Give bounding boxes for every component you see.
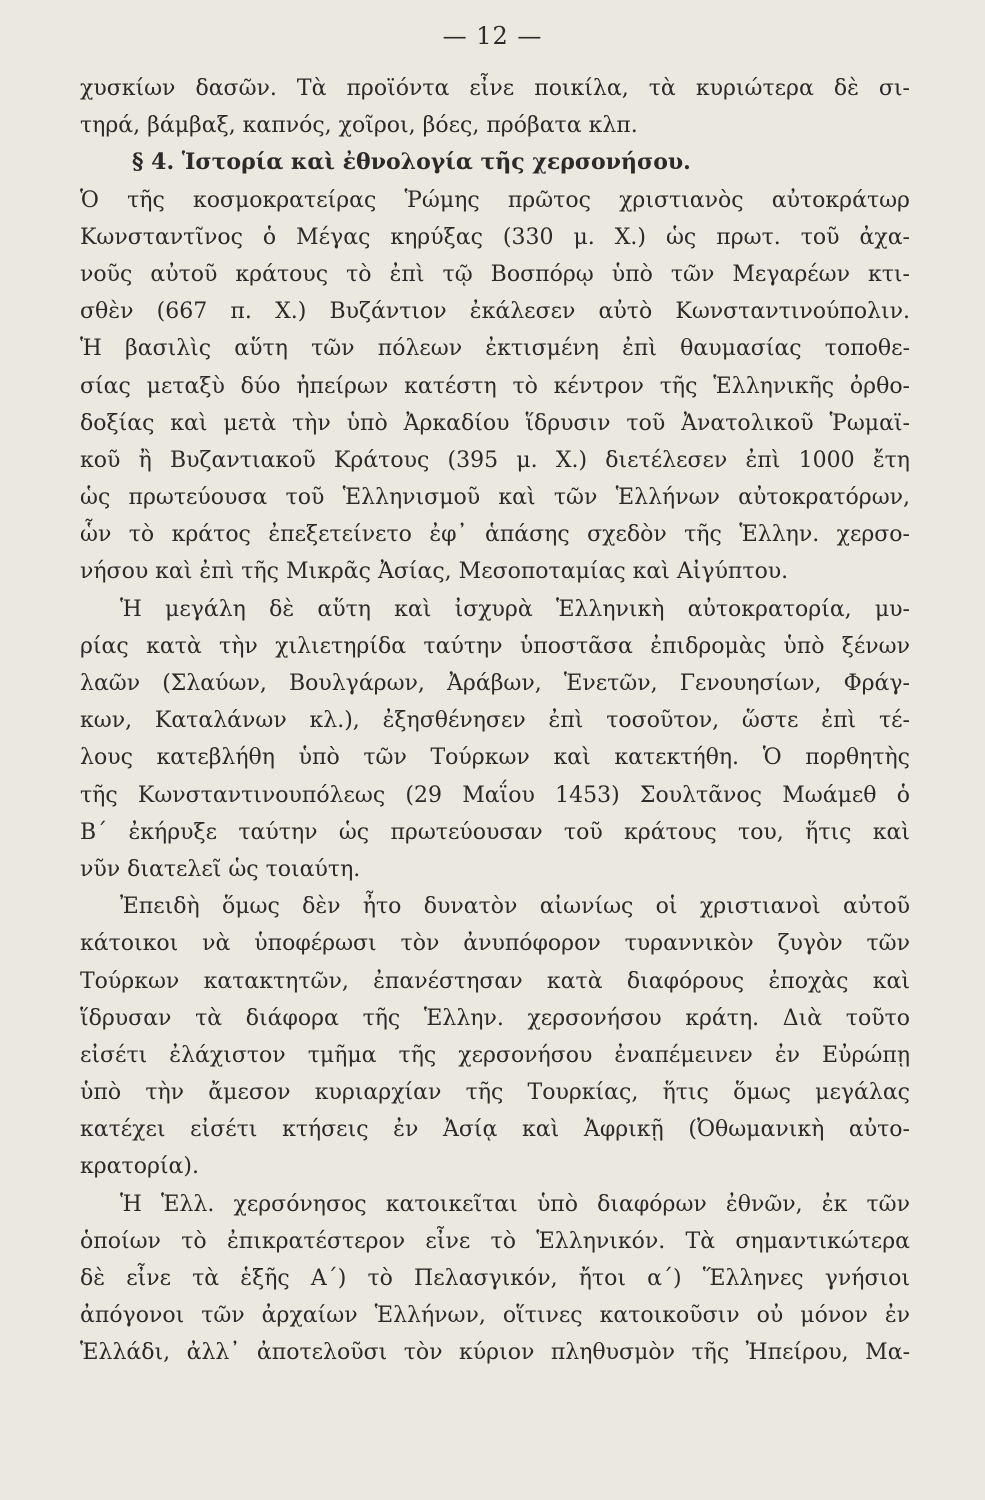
text-line: νοῦς αὐτοῦ κράτους τὸ ἐπὶ τῷ Βοσπόρῳ ὑπὸ τῶν Μεγαρέων κτι- [80,261,910,287]
text-line: ἵδρυσαν τὰ διάφορα τῆς Ἑλλην. χερσονήσου κράτη. Διὰ τοῦτο [80,1005,910,1031]
page-number: — 12 — [442,22,543,50]
text-line: Ἡ βασιλὶς αὕτη τῶν πόλεων ἐκτισμένη ἐπὶ θαυμασίας τοποθε- [80,336,910,362]
text-line: Ἡ Ἑλλ. χερσόνησος κατοικεῖται ὑπὸ διαφόρων ἐθνῶν, ἐκ τῶν [120,1191,910,1217]
text-line: κάτοικοι νὰ ὑποφέρωσι τὸν ἀνυπόφορον τυραννικὸν ζυγὸν τῶν [80,931,910,957]
text-line: εἰσέτι ἐλάχιστον τμῆμα τῆς χερσονήσου ἐναπέμεινεν ἐν Εὐρώπῃ [80,1042,910,1068]
text-line: χυσκίων δασῶν. Τὰ προϊόντα εἶνε ποικίλα, τὰ κυριώτερα δὲ σι- [80,76,910,101]
text-line: νήσου καὶ ἐπὶ τῆς Μικρᾶς Ἀσίας, Μεσοποταμίας καὶ Αἰγύπτου. [80,559,789,585]
text-line: κων, Καταλάνων κλ.), ἐξησθένησεν ἐπὶ τοσοῦτον, ὥστε ἐπὶ τέ- [80,708,910,734]
text-line: νῦν διατελεῖ ὡς τοιαύτη. [80,856,361,882]
text-line: Β΄ ἐκήρυξε ταύτην ὡς πρωτεύουσαν τοῦ κράτους του, ἥτις καὶ [80,819,910,845]
text-line: τηρά, βάμβαξ, καπνός, χοῖροι, βόες, πρόβατα κλπ. [80,113,638,139]
text-line: ὑπὸ τὴν ἄμεσον κυριαρχίαν τῆς Τουρκίας, ἥτις ὅμως μεγάλας [80,1080,910,1106]
text-line: ὧν τὸ κράτος ἐπεξετείνετο ἐφ᾽ ἁπάσης σχεδὸν τῆς Ἑλλην. χερσο- [80,522,910,548]
text-line: δοξίας καὶ μετὰ τὴν ὑπὸ Ἀρκαδίου ἵδρυσιν τοῦ Ἀνατολικοῦ Ῥωμαϊ- [80,410,910,436]
text-line: ὡς πρωτεύουσα τοῦ Ἑλληνισμοῦ καὶ τῶν Ἑλλήνων αὐτοκρατόρων, [80,485,910,511]
text-line: ὁποίων τὸ ἐπικρατέστερον εἶνε τὸ Ἑλληνικόν. Τὰ σημαντικώτερα [80,1228,910,1254]
text-line: Ἡ μεγάλη δὲ αὕτη καὶ ἰσχυρὰ Ἑλληνικὴ αὐτοκρατορία, μυ- [120,596,910,622]
text-line: ἀπόγονοι τῶν ἀρχαίων Ἑλλήνων, οἵτινες κατοικοῦσιν οὐ μόνον ἐν [80,1303,910,1329]
text-line: Ἐπειδὴ ὅμως δὲν ἦτο δυνατὸν αἰωνίως οἱ χριστιανοὶ αὐτοῦ [120,894,910,920]
text-line: ρίας κατὰ τὴν χιλιετηρίδα ταύτην ὑποστᾶσα ἐπιδρομὰς ὑπὸ ξένων [80,633,910,659]
text-line: Ὁ τῆς κοσμοκρατείρας Ῥώμης πρῶτος χριστιανὸς αὐτοκράτωρ [80,187,910,213]
text-line: κατέχει εἰσέτι κτήσεις ἐν Ἀσίᾳ καὶ Ἀφρικῇ (Ὀθωμανικὴ αὐτο- [80,1117,910,1143]
body-text [80,70,910,1372]
text-line: κοῦ ἢ Βυζαντιακοῦ Κράτους (395 μ. Χ.) διετέλεσεν ἐπὶ 1000 ἔτη [80,447,910,473]
text-line: τῆς Κωνσταντινουπόλεως (29 Μαΐου 1453) Σουλτᾶνος Μωάμεθ ὁ [80,782,910,808]
text-line: σθὲν (667 π. Χ.) Βυζάντιον ἐκάλεσεν αὐτὸ Κωνσταντινούπολιν. [80,299,910,325]
text-line: λαῶν (Σλαύων, Βουλγάρων, Ἀράβων, Ἑνετῶν, Γενουησίων, Φράγ- [80,671,910,696]
text-line: δὲ εἶνε τὰ ἑξῆς Α΄) τὸ Πελασγικόν, ἤτοι α΄) Ἕλληνες γνήσιοι [80,1266,910,1291]
text-line: Ἑλλάδι, ἀλλ᾽ ἀποτελοῦσι τὸν κύριον πληθυσμὸν τῆς Ἠπείρου, Μα- [80,1340,910,1366]
text-line: κρατορία). [80,1154,199,1180]
text-line: Τούρκων κατακτητῶν, ἐπανέστησαν κατὰ διαφόρους ἐποχὰς καὶ [80,968,910,994]
text-line: σίας μεταξὺ δύο ἠπείρων κατέστη τὸ κέντρον τῆς Ἑλληνικῆς ὀρθο- [80,373,910,399]
section-heading: § 4. Ἱστορία καὶ ἐθνολογία τῆς χερσονήσου. [132,149,691,176]
text-line: Κωνσταντῖνος ὁ Μέγας κηρύξας (330 μ. Χ.) ὡς πρωτ. τοῦ ἀχα- [80,224,910,250]
text-line: λους κατεβλήθη ὑπὸ τῶν Τούρκων καὶ κατεκτήθη. Ὁ πορθητὴς [80,745,910,771]
